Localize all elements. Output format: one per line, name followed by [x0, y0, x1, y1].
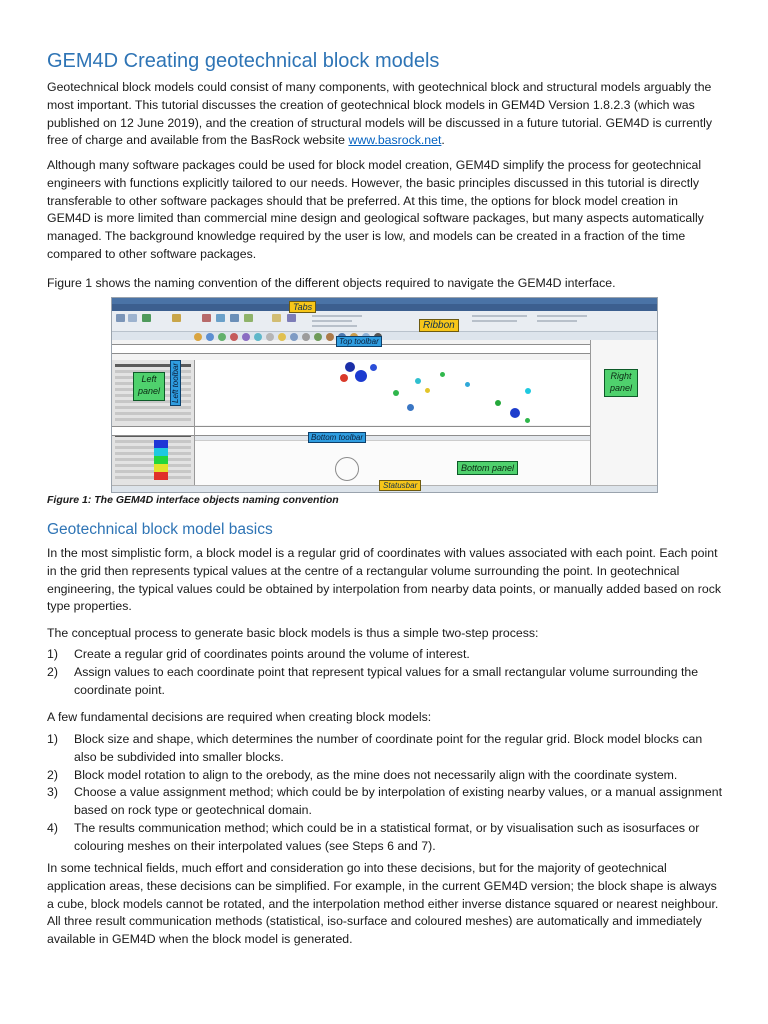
toolbar-icon	[194, 333, 202, 341]
data-sphere	[340, 374, 348, 382]
figure-tear	[195, 426, 590, 436]
ribbon-control	[472, 320, 517, 322]
figure-tear	[112, 344, 657, 354]
basics-paragraph-4: In some technical fields, much effort and consideration go into these decisions, but for the majority of geotechnical application areas, these decisions can be simplified. For example, in the current GEM4D version; the block shape is always a cube, block models cannot be rotated, and the interpolation method either inverse distance squared or nearest neighbour. All three result communication methods (statistical, iso-surface and coloured meshes) are automatically and immediately available in GEM4D when the block model is generated.	[47, 861, 719, 947]
decisions-list	[47, 731, 725, 856]
basrock-link[interactable]: www.basrock.net	[348, 133, 442, 148]
toolbar-icon	[206, 333, 214, 341]
panel-row	[115, 412, 191, 415]
label-top-toolbar: Top toolbar	[336, 336, 382, 347]
data-sphere	[525, 388, 531, 394]
label-tabs: Tabs	[289, 301, 316, 313]
ribbon-button	[230, 314, 239, 322]
list-number: 2)	[47, 664, 58, 679]
data-sphere	[393, 390, 399, 396]
panel-row	[115, 446, 191, 449]
ribbon-button	[287, 314, 296, 322]
data-sphere	[415, 378, 421, 384]
ribbon-control	[472, 315, 527, 317]
toolbar-icon	[230, 333, 238, 341]
list-text: Block size and shape, which determines the number of coordinate point for the regular grid. Block model blocks can also be subdivided into smaller blocks.	[74, 732, 703, 764]
panel-row	[115, 458, 191, 461]
panel-row	[115, 470, 191, 473]
label-statusbar: Statusbar	[379, 480, 421, 491]
color-swatch	[154, 464, 168, 472]
toolbar-icon	[290, 333, 298, 341]
panel-row	[115, 452, 191, 455]
intro-p1-text: Geotechnical block models could consist of many components, with geotechnical block and structural models arguably the most important. This tutorial discusses the creation of geotechnical block models in GEM4D Version 1.8.2.3 (which was published on 12 June 2019), and the creation of structural models will be discussed in a future tutorial. GEM4D is currently free of charge and available from the BasRock website	[47, 80, 713, 148]
label-left-toolbar: Left toolbar	[170, 360, 181, 406]
basics-paragraph-2: The conceptual process to generate basic block models is thus a simple two-step process:	[47, 626, 539, 640]
data-sphere	[525, 418, 530, 423]
data-sphere	[370, 364, 377, 371]
list-number: 3)	[47, 785, 58, 800]
toolbar-icon	[242, 333, 250, 341]
toolbar-icon	[326, 333, 334, 341]
data-sphere	[407, 404, 414, 411]
list-number: 2)	[47, 767, 58, 782]
toolbar-icon	[254, 333, 262, 341]
ribbon-button	[128, 314, 137, 322]
data-sphere	[440, 372, 445, 377]
list-item	[47, 784, 725, 820]
data-sphere	[495, 400, 501, 406]
basics-paragraph-3: A few fundamental decisions are required when creating block models:	[47, 710, 432, 724]
list-text: Choose a value assignment method; which could be by interpolation of existing nearby values, or a manual assignment based on rock type or geotechnical domain.	[74, 785, 723, 818]
panel-row	[115, 440, 191, 443]
tabs-row	[112, 304, 657, 311]
list-item	[47, 820, 725, 856]
list-number: 1)	[47, 647, 58, 661]
page-title: GEM4D Creating geotechnical block models	[47, 50, 440, 72]
toolbar-icon	[314, 333, 322, 341]
list-text: Assign values to each coordinate point that represent typical values for a small rectangular volume surrounding the coordinate point.	[74, 664, 699, 697]
toolbar-icon	[266, 333, 274, 341]
color-swatch	[154, 448, 168, 456]
ribbon-button	[202, 314, 211, 322]
toolbar-icon	[218, 333, 226, 341]
ribbon-button	[116, 314, 125, 322]
list-text: Create a regular grid of coordinates points around the volume of interest.	[74, 647, 470, 661]
data-sphere	[355, 370, 367, 382]
data-sphere	[425, 388, 430, 393]
intro-paragraph-1	[47, 79, 725, 150]
steps-list	[47, 646, 725, 699]
data-sphere	[510, 408, 520, 418]
ribbon-button	[142, 314, 151, 322]
list-item	[47, 664, 725, 700]
top-toolbar-icons	[194, 332, 454, 343]
panel-row	[115, 406, 191, 409]
basics-paragraph-1: In the most simplistic form, a block model is a regular grid of coordinates with values associated with each point. Each point in the grid then represents typical values at the centre of a rectangular volume surrounding the point. In geotechnical engineering, the typical values could be obtained by interpolation from nearby data points, or manually added based on rock type properties.	[47, 546, 722, 614]
list-text: Block model rotation to align to the orebody, as the mine does not necessarily align with the coordinate system.	[74, 767, 678, 782]
figure-caption: Figure 1: The GEM4D interface objects naming convention	[47, 494, 339, 506]
ribbon-control	[537, 320, 577, 322]
ribbon-control	[312, 315, 362, 317]
figure-tear	[112, 426, 194, 436]
label-bottom-panel: Bottom panel	[457, 461, 518, 475]
color-swatch	[154, 440, 168, 448]
right-panel-area	[590, 340, 657, 490]
ribbon-control	[537, 315, 587, 317]
list-item	[47, 646, 725, 664]
intro-paragraph-3: Figure 1 shows the naming convention of the different objects required to navigate the GEM4D interface.	[47, 276, 616, 290]
ribbon-button	[172, 314, 181, 322]
list-text: The results communication method; which could be in a statistical format, or by visualisation such as isosurfaces or colouring meshes on their interpolated values (see Steps 6 and 7).	[74, 820, 700, 853]
ribbon-control	[312, 320, 352, 322]
panel-row	[115, 476, 191, 479]
ribbon-control	[312, 325, 357, 327]
list-item	[47, 731, 725, 767]
color-swatch	[154, 456, 168, 464]
list-number: 1)	[47, 732, 58, 746]
panel-row	[115, 418, 191, 421]
section-heading-basics: Geotechnical block model basics	[47, 521, 273, 538]
data-sphere	[465, 382, 470, 387]
label-left-panel: Left panel	[133, 372, 165, 401]
intro-paragraph-2: Although many software packages could be used for block model creation, GEM4D simplify the process for geotechnical engineers with functions explicitly tailored to our needs. However, the basic principles discussed in this tutorial is directly transferable to other software packages should that be preferred. At this time, the options for block model creation in GEM4D is more limited than commercial mine design and geological software packages, but many aspects automatically managed. The background knowledge required by the user is low, and models can be created in a fraction of the time compared to other software packages.	[47, 158, 704, 261]
label-bottom-toolbar: Bottom toolbar	[308, 432, 366, 443]
ribbon-button	[244, 314, 253, 322]
list-item	[47, 767, 725, 785]
3d-viewport	[195, 360, 590, 425]
compass-icon	[335, 457, 359, 481]
gem4d-interface-figure	[111, 297, 658, 493]
toolbar-icon	[302, 333, 310, 341]
label-ribbon: Ribbon	[419, 319, 459, 332]
ribbon-button	[272, 314, 281, 322]
panel-row	[115, 464, 191, 467]
intro-p1-end: .	[441, 133, 445, 148]
ribbon-button	[216, 314, 225, 322]
toolbar-icon	[278, 333, 286, 341]
data-sphere	[345, 362, 355, 372]
list-number: 4)	[47, 820, 58, 835]
color-swatch	[154, 472, 168, 480]
label-right-panel: Right panel	[604, 369, 638, 397]
